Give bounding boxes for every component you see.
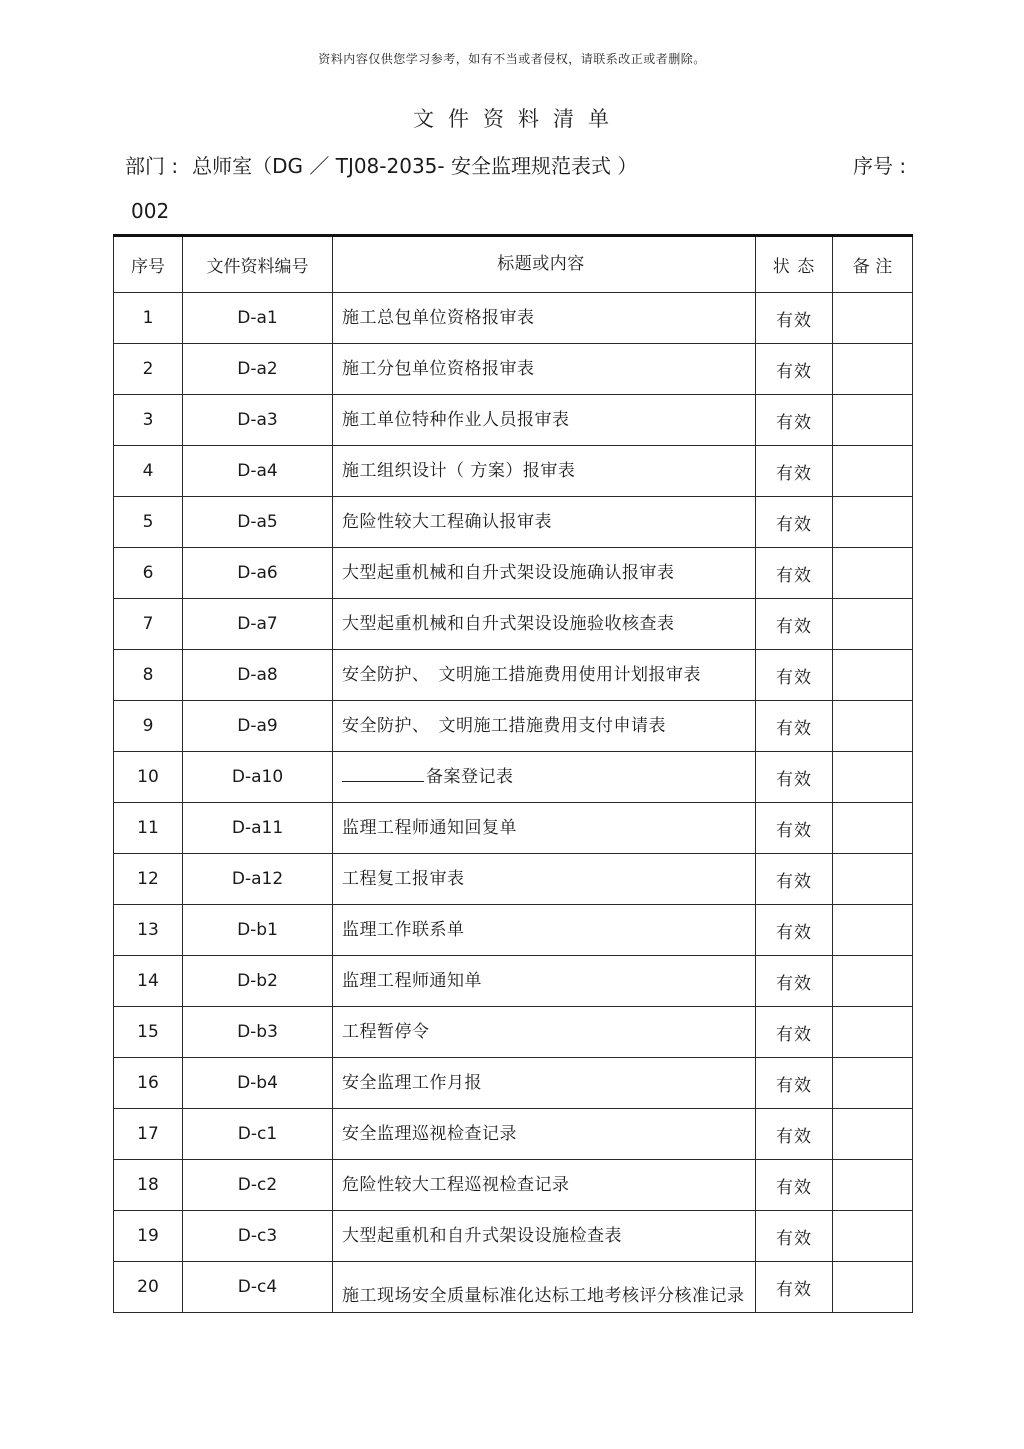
sequence-value: 002 <box>131 199 170 223</box>
row-no: 4 <box>114 446 183 497</box>
row-no: 5 <box>114 497 183 548</box>
row-code: D-b4 <box>183 1058 333 1109</box>
row-title: 危险性较大工程确认报审表 <box>333 497 756 548</box>
department-label: 部门 : <box>125 154 179 178</box>
header-status: 状 态 <box>756 236 833 293</box>
row-title-cell <box>333 752 756 803</box>
row-status: 有效 <box>756 1109 833 1160</box>
row-remark <box>833 650 913 701</box>
row-code: D-a9 <box>183 701 333 752</box>
row-no: 1 <box>114 293 183 344</box>
row-remark <box>833 599 913 650</box>
row-code: D-a7 <box>183 599 333 650</box>
row-title: 监理工作联系单 <box>333 905 756 956</box>
row-status: 有效 <box>756 395 833 446</box>
row-no: 20 <box>114 1262 183 1313</box>
department-value: 总师室（DG ／ TJ08-2035- 安全监理规范表式 ） <box>192 154 638 178</box>
row-code: D-a1 <box>183 293 333 344</box>
header-code: 文件资料编号 <box>183 236 333 293</box>
row-title: 大型起重机械和自升式架设设施确认报审表 <box>333 548 756 599</box>
row-remark <box>833 752 913 803</box>
table-row <box>114 395 913 446</box>
row-status: 有效 <box>756 752 833 803</box>
row-no: 14 <box>114 956 183 1007</box>
row-status: 有效 <box>756 344 833 395</box>
row-title: 大型起重机和自升式架设设施检查表 <box>333 1211 756 1262</box>
row-status: 有效 <box>756 1262 833 1313</box>
table-row <box>114 1211 913 1262</box>
row-remark <box>833 1007 913 1058</box>
row-no: 16 <box>114 1058 183 1109</box>
table-row <box>114 293 913 344</box>
row-title-cell <box>333 1262 756 1313</box>
row-no: 2 <box>114 344 183 395</box>
row-remark <box>833 497 913 548</box>
table-row <box>114 650 913 701</box>
fill-in-blank-line <box>342 767 424 782</box>
row-status: 有效 <box>756 905 833 956</box>
row-code: D-a6 <box>183 548 333 599</box>
table-row <box>114 548 913 599</box>
header-title: 标题或内容 <box>333 236 756 293</box>
row-no: 7 <box>114 599 183 650</box>
row-remark <box>833 293 913 344</box>
department-line <box>125 150 637 179</box>
row-no: 6 <box>114 548 183 599</box>
row-no: 17 <box>114 1109 183 1160</box>
row-code: D-a8 <box>183 650 333 701</box>
table-row <box>114 854 913 905</box>
row-remark <box>833 1262 913 1313</box>
row-title: 安全防护、 文明施工措施费用支付申请表 <box>333 701 756 752</box>
row-status: 有效 <box>756 497 833 548</box>
row-remark <box>833 1058 913 1109</box>
table-row <box>114 1262 913 1313</box>
row-status: 有效 <box>756 293 833 344</box>
row-title: 施工现场安全质量标准化达标工地考核评分核准记录 <box>342 1285 745 1306</box>
row-code: D-b1 <box>183 905 333 956</box>
row-title: 工程暂停令 <box>333 1007 756 1058</box>
copyright-disclaimer: 资料内容仅供您学习参考，如有不当或者侵权，请联系改正或者删除。 <box>318 52 706 66</box>
table-row <box>114 803 913 854</box>
row-title: 施工单位特种作业人员报审表 <box>333 395 756 446</box>
table-row <box>114 497 913 548</box>
row-code: D-a12 <box>183 854 333 905</box>
table-row <box>114 905 913 956</box>
row-title: 施工组织设计（ 方案）报审表 <box>333 446 756 497</box>
row-status: 有效 <box>756 1160 833 1211</box>
row-remark <box>833 344 913 395</box>
table-row <box>114 701 913 752</box>
row-code: D-a2 <box>183 344 333 395</box>
row-status: 有效 <box>756 446 833 497</box>
row-no: 18 <box>114 1160 183 1211</box>
row-remark <box>833 548 913 599</box>
row-title: 备案登记表 <box>426 766 514 787</box>
row-remark <box>833 701 913 752</box>
row-code: D-a11 <box>183 803 333 854</box>
row-title: 监理工程师通知单 <box>333 956 756 1007</box>
row-remark <box>833 854 913 905</box>
table-row <box>114 344 913 395</box>
row-no: 10 <box>114 752 183 803</box>
row-title: 施工总包单位资格报审表 <box>333 293 756 344</box>
row-no: 12 <box>114 854 183 905</box>
row-remark <box>833 956 913 1007</box>
sequence-label: 序号 : <box>853 154 907 178</box>
row-status: 有效 <box>756 701 833 752</box>
row-title: 工程复工报审表 <box>333 854 756 905</box>
table-row <box>114 1109 913 1160</box>
header-no: 序号 <box>114 236 183 293</box>
row-code: D-c3 <box>183 1211 333 1262</box>
row-title: 危险性较大工程巡视检查记录 <box>333 1160 756 1211</box>
row-remark <box>833 1109 913 1160</box>
table-row <box>114 599 913 650</box>
row-remark <box>833 446 913 497</box>
row-code: D-c1 <box>183 1109 333 1160</box>
row-remark <box>833 905 913 956</box>
row-status: 有效 <box>756 1058 833 1109</box>
table-row <box>114 1058 913 1109</box>
table-row <box>114 1160 913 1211</box>
table-row <box>114 752 913 803</box>
table-row <box>114 1007 913 1058</box>
row-status: 有效 <box>756 548 833 599</box>
row-no: 8 <box>114 650 183 701</box>
row-no: 15 <box>114 1007 183 1058</box>
row-title: 施工分包单位资格报审表 <box>333 344 756 395</box>
row-code: D-a3 <box>183 395 333 446</box>
table-row <box>114 446 913 497</box>
row-code: D-a10 <box>183 752 333 803</box>
row-code: D-a4 <box>183 446 333 497</box>
row-remark <box>833 803 913 854</box>
row-code: D-c2 <box>183 1160 333 1211</box>
row-title: 大型起重机械和自升式架设设施验收核查表 <box>333 599 756 650</box>
row-remark <box>833 1160 913 1211</box>
row-remark <box>833 1211 913 1262</box>
row-status: 有效 <box>756 803 833 854</box>
row-no: 13 <box>114 905 183 956</box>
document-title: 文件资料清单 <box>413 107 623 131</box>
row-title: 安全监理工作月报 <box>333 1058 756 1109</box>
row-no: 9 <box>114 701 183 752</box>
row-status: 有效 <box>756 599 833 650</box>
row-code: D-c4 <box>183 1262 333 1313</box>
table-row <box>114 956 913 1007</box>
row-remark <box>833 395 913 446</box>
row-no: 19 <box>114 1211 183 1262</box>
row-status: 有效 <box>756 956 833 1007</box>
row-title: 安全监理巡视检查记录 <box>333 1109 756 1160</box>
row-code: D-b2 <box>183 956 333 1007</box>
row-title: 安全防护、 文明施工措施费用使用计划报审表 <box>333 650 756 701</box>
row-status: 有效 <box>756 1211 833 1262</box>
row-no: 3 <box>114 395 183 446</box>
table-header-row <box>114 236 913 293</box>
row-code: D-a5 <box>183 497 333 548</box>
document-list-table <box>113 234 913 1313</box>
row-status: 有效 <box>756 650 833 701</box>
row-status: 有效 <box>756 854 833 905</box>
row-code: D-b3 <box>183 1007 333 1058</box>
row-status: 有效 <box>756 1007 833 1058</box>
row-title: 监理工程师通知回复单 <box>333 803 756 854</box>
row-no: 11 <box>114 803 183 854</box>
header-remark: 备 注 <box>833 236 913 293</box>
